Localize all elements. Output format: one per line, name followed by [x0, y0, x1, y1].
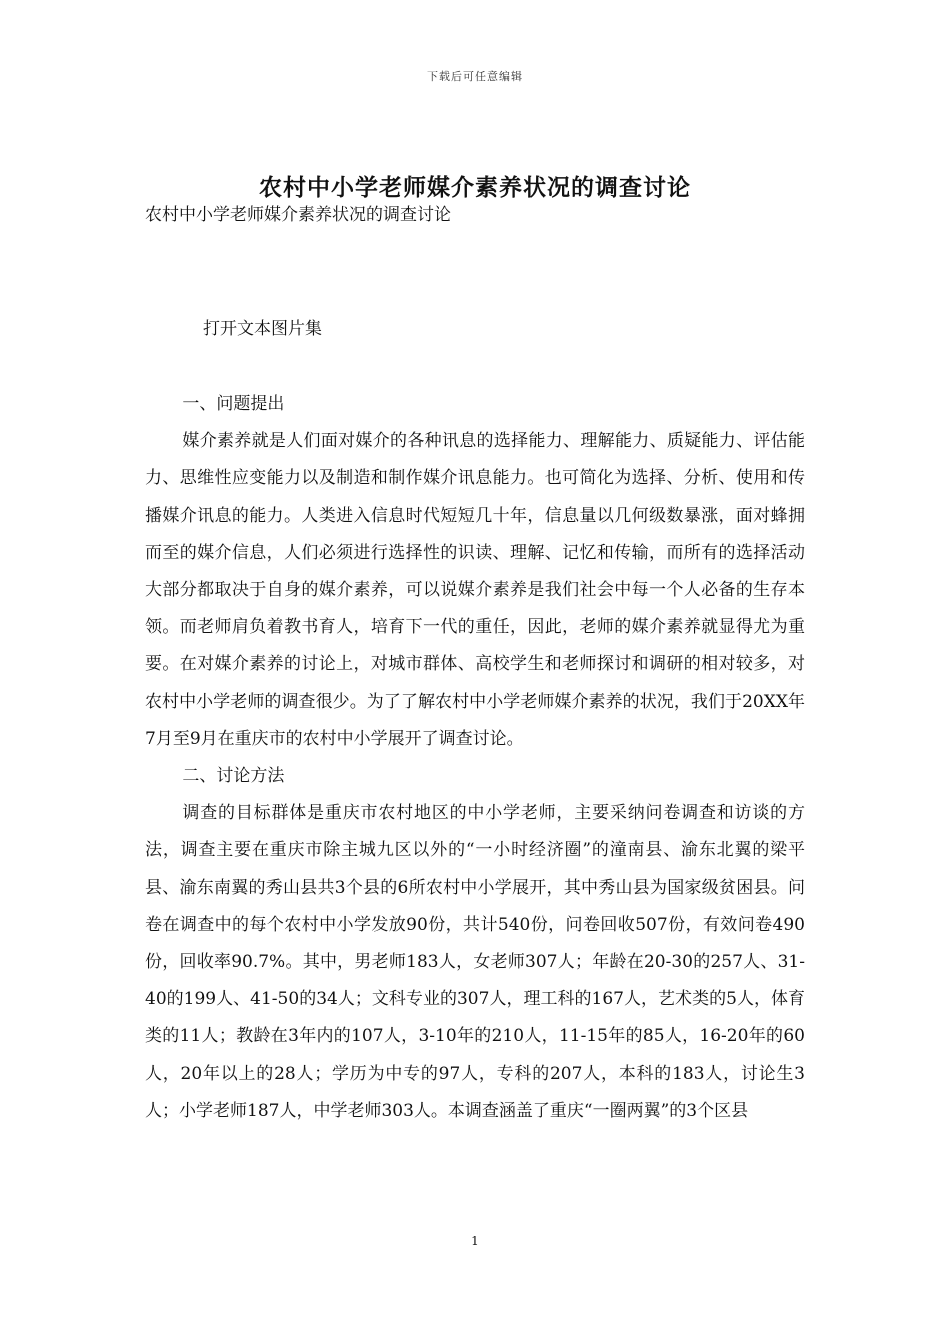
document-subtitle: 农村中小学老师媒介素养状况的调查讨论 [145, 205, 451, 225]
open-text-image-gallery-link[interactable]: 打开文本图片集 [203, 319, 322, 339]
section-paragraph-problem: 媒介素养就是人们面对媒介的各种讯息的选择能力、理解能力、质疑能力、评估能力、思维性应变能力以及制造和制作媒介讯息能力。也可简化为选择、分析、使用和传播媒介讯息的能力。人类进入信息时代短短几十年，信息量以几何级数暴涨，面对蜂拥而至的媒介信息，人们必须进行选择性的识读、理解、记忆和传输，而所有的选择活动大部分都取决于自身的媒介素养，可以说媒介素养是我们社会中每一个人必备的生存本领。而老师肩负着教书育人，培育下一代的重任，因此，老师的媒介素养就显得尤为重要。在对媒介素养的讨论上，对城市群体、高校学生和老师探讨和调研的相对较多，对农村中小学老师的调查很少。为了了解农村中小学老师媒介素养的状况，我们于20XX年7月至9月在重庆市的农村中小学展开了调查讨论。 [145, 431, 805, 749]
section-heading-problem: 一、问题提出 [182, 394, 285, 414]
page-header-note: 下载后可任意编辑 [427, 70, 523, 83]
document-title: 农村中小学老师媒介素养状况的调查讨论 [259, 174, 691, 202]
section-paragraph-method: 调查的目标群体是重庆市农村地区的中小学老师，主要采纳问卷调查和访谈的方法，调查主要在重庆市除主城九区以外的“一小时经济圈”的潼南县、渝东北翼的梁平县、渝东南翼的秀山县共3个县的6所农村中小学展开，其中秀山县为国家级贫困县。问卷在调查中的每个农村中小学发放90份，共计540份，问卷回收507份，有效问卷490份，回收率90.7%。其中，男老师183人，女老师307人；年龄在20-30的257人、31-40的199人、41-50的34人；文科专业的307人，理工科的167人，艺术类的5人，体育类的11人；教龄在3年内的107人，3-10年的210人，11-15年的85人，16-20年的60人，20年以上的28人；学历为中专的97人，专科的207人，本科的183人，讨论生3人；小学老师187人，中学老师303人。本调查涵盖了重庆“一圈两翼”的3个区县 [145, 803, 805, 1121]
page-number: 1 [471, 1234, 479, 1248]
document-body [145, 386, 805, 1130]
section-heading-method: 二、讨论方法 [182, 766, 285, 787]
